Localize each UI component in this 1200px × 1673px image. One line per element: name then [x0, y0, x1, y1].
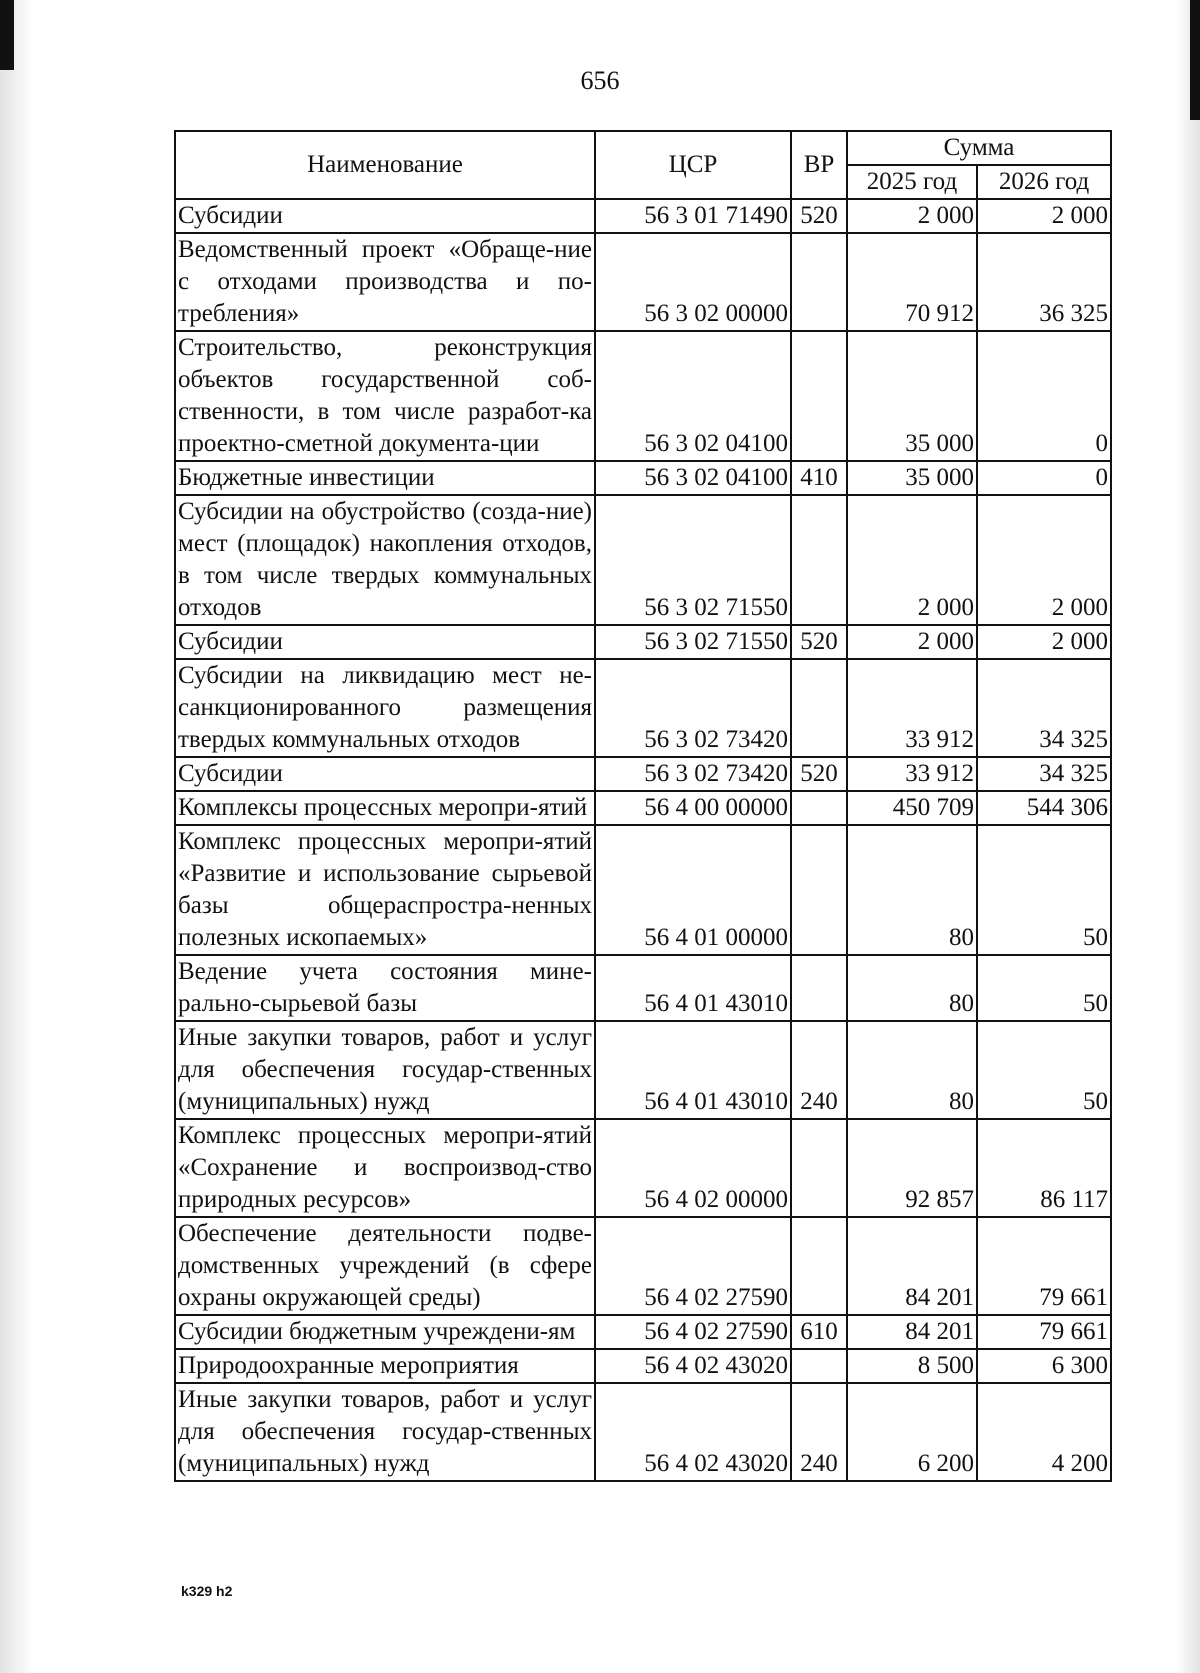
- row-2025-cell: 35 000: [847, 461, 977, 495]
- table-row: [175, 461, 1111, 495]
- row-vr-cell: 520: [791, 625, 847, 659]
- row-vr-cell: 520: [791, 757, 847, 791]
- row-2026-cell: 50: [977, 1021, 1111, 1119]
- row-2025-cell: 8 500: [847, 1349, 977, 1383]
- table-row: [175, 495, 1111, 625]
- table-header: [175, 131, 1111, 199]
- row-vr-cell: [791, 495, 847, 625]
- row-name-cell: Субсидии бюджетным учреждени-ям: [175, 1315, 595, 1349]
- row-vr-cell: [791, 331, 847, 461]
- row-vr-cell: 610: [791, 1315, 847, 1349]
- scan-corner-mark-top-right: [1190, 0, 1200, 120]
- row-name-cell: Субсидии: [175, 625, 595, 659]
- header-year-2026: 2026 год: [977, 165, 1111, 199]
- header-year-2025: 2025 год: [847, 165, 977, 199]
- table-row: [175, 1119, 1111, 1217]
- scan-corner-mark-top-left: [0, 0, 14, 70]
- table-row: [175, 1315, 1111, 1349]
- row-2025-cell: 80: [847, 1021, 977, 1119]
- row-vr-cell: 240: [791, 1021, 847, 1119]
- row-2026-cell: 0: [977, 331, 1111, 461]
- row-2025-cell: 84 201: [847, 1217, 977, 1315]
- row-csr-cell: 56 4 02 27590: [595, 1315, 791, 1349]
- row-name-cell: Комплекс процессных меропри-ятий «Развитие и использование сырьевой базы общераспростра-ненных полезных ископаемых»: [175, 825, 595, 955]
- row-2026-cell: 6 300: [977, 1349, 1111, 1383]
- row-name-cell: Строительство, реконструкция объектов государственной соб-ственности, в том числе разработ-ка проектно-сметной документа-ции: [175, 331, 595, 461]
- row-2025-cell: 33 912: [847, 757, 977, 791]
- row-vr-cell: 410: [791, 461, 847, 495]
- footer-code: k329 h2: [181, 1583, 233, 1599]
- row-vr-cell: [791, 825, 847, 955]
- table-row: [175, 1021, 1111, 1119]
- row-csr-cell: 56 3 02 04100: [595, 331, 791, 461]
- row-vr-cell: [791, 659, 847, 757]
- row-2025-cell: 6 200: [847, 1383, 977, 1481]
- row-2025-cell: 450 709: [847, 791, 977, 825]
- table-row: [175, 659, 1111, 757]
- row-csr-cell: 56 4 02 00000: [595, 1119, 791, 1217]
- row-vr-cell: [791, 233, 847, 331]
- row-2026-cell: 0: [977, 461, 1111, 495]
- row-2026-cell: 2 000: [977, 495, 1111, 625]
- table-row: [175, 625, 1111, 659]
- row-2025-cell: 80: [847, 825, 977, 955]
- row-2026-cell: 2 000: [977, 199, 1111, 233]
- budget-table: [174, 130, 1112, 1482]
- table-row: [175, 233, 1111, 331]
- row-2026-cell: 50: [977, 825, 1111, 955]
- row-name-cell: Комплекс процессных меропри-ятий «Сохранение и воспроизвод-ство природных ресурсов»: [175, 1119, 595, 1217]
- table-body: [175, 199, 1111, 1481]
- table-row: [175, 955, 1111, 1021]
- row-csr-cell: 56 3 01 71490: [595, 199, 791, 233]
- row-csr-cell: 56 3 02 73420: [595, 659, 791, 757]
- row-2026-cell: 36 325: [977, 233, 1111, 331]
- row-csr-cell: 56 4 01 43010: [595, 955, 791, 1021]
- row-2026-cell: 34 325: [977, 659, 1111, 757]
- row-2025-cell: 33 912: [847, 659, 977, 757]
- scan-edge-shadow-left: [0, 0, 34, 1673]
- row-2025-cell: 2 000: [847, 625, 977, 659]
- row-2026-cell: 544 306: [977, 791, 1111, 825]
- row-2025-cell: 35 000: [847, 331, 977, 461]
- row-name-cell: Субсидии: [175, 199, 595, 233]
- row-name-cell: Субсидии на обустройство (созда-ние) мест (площадок) накопления отходов, в том числе твердых коммунальных отходов: [175, 495, 595, 625]
- row-name-cell: Обеспечение деятельности подве-домственных учреждений (в сфере охраны окружающей среды): [175, 1217, 595, 1315]
- row-csr-cell: 56 4 02 27590: [595, 1217, 791, 1315]
- table-row: [175, 1217, 1111, 1315]
- header-name: Наименование: [175, 131, 595, 199]
- row-2026-cell: 4 200: [977, 1383, 1111, 1481]
- table-row: [175, 1349, 1111, 1383]
- row-name-cell: Субсидии на ликвидацию мест не-санкционированного размещения твердых коммунальных отходов: [175, 659, 595, 757]
- table-row: [175, 1383, 1111, 1481]
- row-name-cell: Иные закупки товаров, работ и услуг для обеспечения государ-ственных (муниципальных) нужд: [175, 1021, 595, 1119]
- row-name-cell: Комплексы процессных меропри-ятий: [175, 791, 595, 825]
- table-row: [175, 199, 1111, 233]
- page-number: 656: [580, 66, 620, 95]
- row-vr-cell: 240: [791, 1383, 847, 1481]
- row-vr-cell: [791, 791, 847, 825]
- row-csr-cell: 56 4 00 00000: [595, 791, 791, 825]
- table-row: [175, 791, 1111, 825]
- row-csr-cell: 56 3 02 00000: [595, 233, 791, 331]
- row-csr-cell: 56 3 02 73420: [595, 757, 791, 791]
- row-2025-cell: 92 857: [847, 1119, 977, 1217]
- row-2026-cell: 79 661: [977, 1315, 1111, 1349]
- row-name-cell: Субсидии: [175, 757, 595, 791]
- row-vr-cell: [791, 1119, 847, 1217]
- row-2026-cell: 50: [977, 955, 1111, 1021]
- row-2025-cell: 80: [847, 955, 977, 1021]
- row-2025-cell: 2 000: [847, 495, 977, 625]
- row-csr-cell: 56 4 02 43020: [595, 1383, 791, 1481]
- header-vr: ВР: [791, 131, 847, 199]
- header-csr: ЦСР: [595, 131, 791, 199]
- row-vr-cell: 520: [791, 199, 847, 233]
- header-sum: Сумма: [847, 131, 1111, 165]
- row-name-cell: Иные закупки товаров, работ и услуг для обеспечения государ-ственных (муниципальных) нужд: [175, 1383, 595, 1481]
- row-2025-cell: 70 912: [847, 233, 977, 331]
- row-2026-cell: 2 000: [977, 625, 1111, 659]
- row-csr-cell: 56 4 01 43010: [595, 1021, 791, 1119]
- row-2026-cell: 79 661: [977, 1217, 1111, 1315]
- table-row: [175, 825, 1111, 955]
- row-name-cell: Ведение учета состояния мине-рально-сырьевой базы: [175, 955, 595, 1021]
- scan-edge-shadow-right: [1176, 0, 1200, 1673]
- row-name-cell: Природоохранные мероприятия: [175, 1349, 595, 1383]
- row-2025-cell: 84 201: [847, 1315, 977, 1349]
- row-2025-cell: 2 000: [847, 199, 977, 233]
- row-csr-cell: 56 4 02 43020: [595, 1349, 791, 1383]
- row-vr-cell: [791, 955, 847, 1021]
- row-name-cell: Ведомственный проект «Обраще-ние с отходами производства и по-требления»: [175, 233, 595, 331]
- table-row: [175, 331, 1111, 461]
- row-csr-cell: 56 3 02 71550: [595, 495, 791, 625]
- row-name-cell: Бюджетные инвестиции: [175, 461, 595, 495]
- table-row: [175, 757, 1111, 791]
- row-csr-cell: 56 3 02 71550: [595, 625, 791, 659]
- row-vr-cell: [791, 1217, 847, 1315]
- row-csr-cell: 56 3 02 04100: [595, 461, 791, 495]
- row-2026-cell: 34 325: [977, 757, 1111, 791]
- row-2026-cell: 86 117: [977, 1119, 1111, 1217]
- row-csr-cell: 56 4 01 00000: [595, 825, 791, 955]
- row-vr-cell: [791, 1349, 847, 1383]
